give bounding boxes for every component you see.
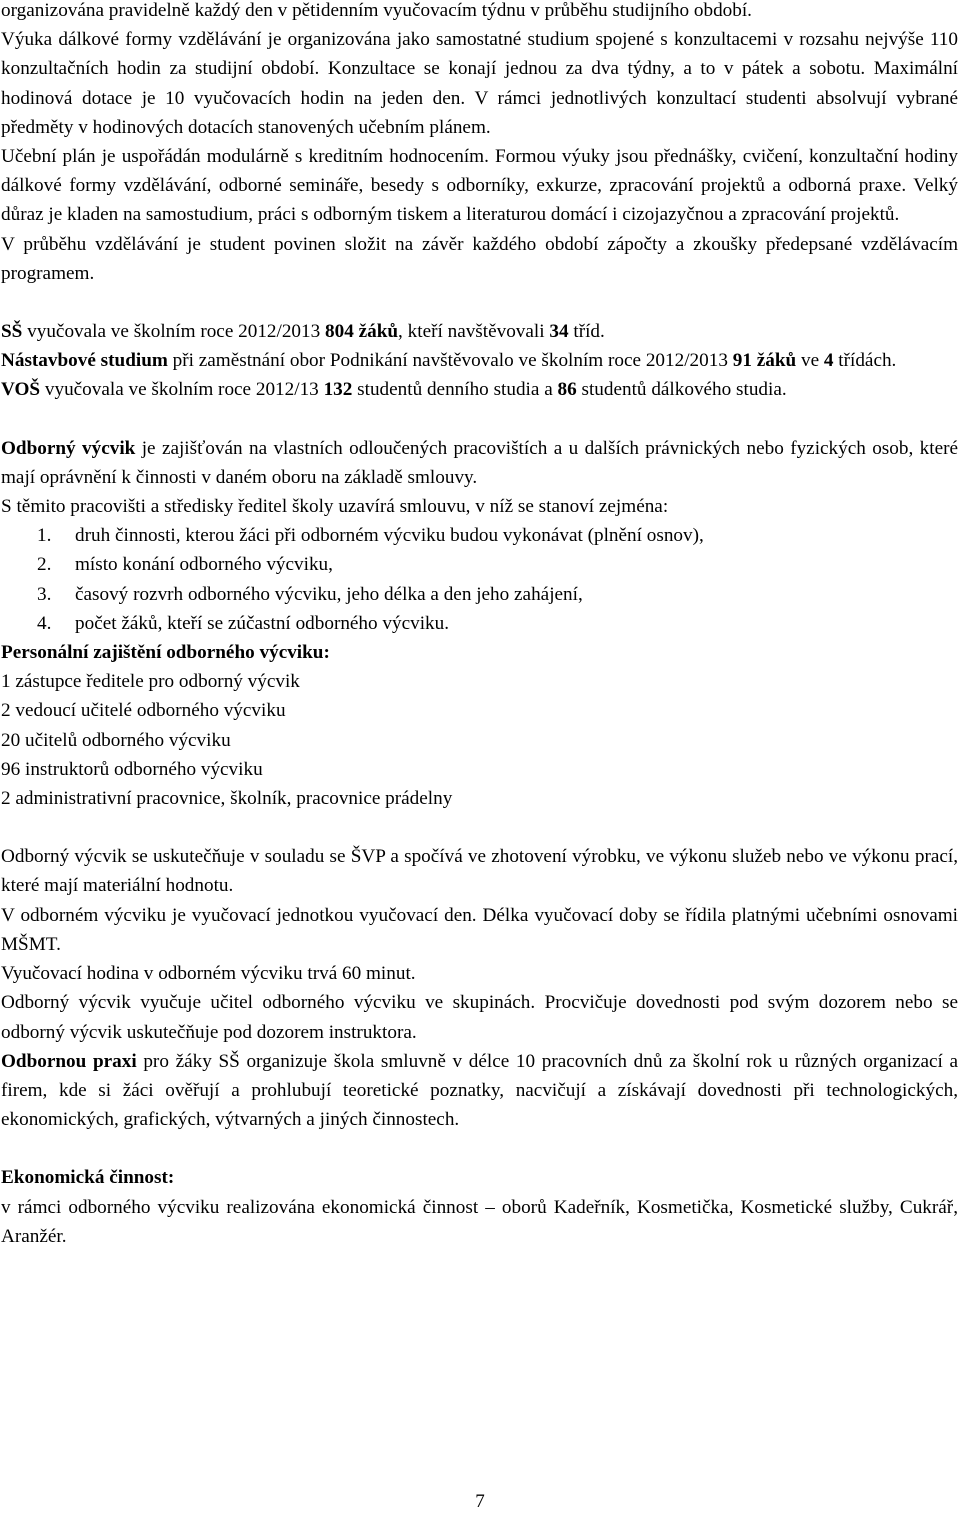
vos-text: studentů denního studia a xyxy=(352,379,558,401)
staff-list xyxy=(1,667,958,813)
ns-text: při zaměstnání obor Podnikání navštěvovalo ve školním roce 2012/2013 xyxy=(167,350,733,372)
staff-line: 2 vedoucí učitelé odborného výcviku xyxy=(1,700,286,722)
practice-paragraph-1: Odborný výcvik se uskutečňuje v souladu se ŠVP a spočívá ve zhotovení výrobku, ve výkonu služeb nebo ve výkonu prací, které mají materiální hodnotu. xyxy=(1,846,958,897)
list-item-number: 3. xyxy=(37,583,52,605)
list-item-text: místo konání odborného výcviku, xyxy=(75,554,333,576)
staff-line: 2 administrativní pracovnice, školník, pracovnice prádelny xyxy=(1,788,453,810)
list-item-number: 4. xyxy=(37,612,52,634)
practice-lead-text: pro žáky SŠ organizuje škola smluvně v délce 10 pracovních dnů za školní rok u různých organizací a firem, kde si žáci ověřují a prohlubují teoretické poznatky, nacvičují a získávají dovednosti při technologických, ekonomických, grafických, výtvarných a jiných činnostech. xyxy=(1,1050,958,1131)
page-number: 7 xyxy=(475,1491,485,1512)
ns-pupils: 91 žáků xyxy=(732,350,797,372)
list-item xyxy=(1,609,958,638)
practice-paragraph-5 xyxy=(1,1047,958,1135)
economic-heading: Ekonomická činnost: xyxy=(1,1167,175,1189)
practice-paragraph-2: V odborném výcviku je vyučovací jednotkou vyučovací den. Délka vyučovací doby se řídila platnými učebními osnovami MŠMT. xyxy=(1,904,958,955)
spacer xyxy=(1,1134,958,1163)
intro-paragraph-4: V průběhu vzdělávání je student povinen složit na závěr každého období zápočty a zkoušky předepsané vzdělávacím programem. xyxy=(1,233,958,284)
list-item-number: 1. xyxy=(37,525,52,547)
practice-paragraph-3: Vyučovací hodina v odborném výcviku trvá 60 minut. xyxy=(1,963,416,985)
contract-items-list xyxy=(1,521,958,638)
intro-paragraph-1: organizována pravidelně každý den v pětidenním vyučovacím týdnu v průběhu studijního období. xyxy=(1,0,752,21)
intro-paragraph-3: Učební plán je uspořádán modulárně s kreditním hodnocením. Formou výuky jsou přednášky, cvičení, konzultační hodiny dálkové formy vzdělávání, odborné semináře, besedy s odborníky, exkurze, zpracování projektů a odborná praxe. Velký důraz je kladen na samostudium, práci s odborným tiskem a literaturou domácí i cizojazyčnou a zpracování projektů. xyxy=(1,146,958,226)
spacer xyxy=(1,405,958,434)
list-item xyxy=(1,580,958,609)
practice-paragraph-4: Odborný výcvik vyučuje učitel odborného výcviku ve skupinách. Procvičuje dovednosti pod svým dozorem nebo se odborný výcvik uskutečňuje pod dozorem instruktora. xyxy=(1,992,958,1043)
ns-classes: 4 xyxy=(823,350,834,372)
training-paragraph xyxy=(1,434,958,492)
list-item xyxy=(1,550,958,579)
ns-text: ve xyxy=(796,350,824,372)
intro-paragraph-2: Výuka dálkové formy vzdělávání je organizována jako samostatné studium spojené s konzultacemi v rozsahu nejvýše 110 konzultačních hodin za studijní období. Konzultace se konají jednou za dva týdny, a to v pátek a sobotu. Maximální hodinová dotace je 10 vyučovacích hodin na jeden den. V rámci jednotlivých konzultací studenti absolvují vybrané předměty v hodinových dotacích stanovených učebním plánem. xyxy=(1,29,958,138)
training-lead-text: je zajišťován na vlastních odloučených pracovištích a u dalších právnických nebo fyzických osob, které mají oprávnění k činnosti v daném oboru na základě smlouvy. xyxy=(1,437,958,488)
ss-text: , kteří navštěvovali xyxy=(398,321,550,343)
vos-distance: 86 xyxy=(557,379,577,401)
ss-text: vyučovala ve školním roce 2012/2013 xyxy=(22,321,326,343)
economic-text: v rámci odborného výcviku realizována ekonomická činnost – oborů Kadeřník, Kosmetička, Kosmetické služby, Cukrář, Aranžér. xyxy=(1,1196,958,1247)
stats-nastavbove xyxy=(1,346,958,375)
ss-text: tříd. xyxy=(568,321,605,343)
list-item-text: časový rozvrh odborného výcviku, jeho délka a den jeho zahájení, xyxy=(75,583,583,605)
vos-label: VOŠ xyxy=(1,379,41,401)
contract-intro: S těmito pracovišti a středisky ředitel školy uzavírá smlouvu, v níž se stanoví zejména: xyxy=(1,496,669,518)
spacer xyxy=(1,288,958,317)
vos-text: studentů dálkového studia. xyxy=(576,379,787,401)
list-item-text: druh činnosti, kterou žáci při odborném výcviku budou vykonávat (plnění osnov), xyxy=(75,525,704,547)
stats-vos xyxy=(1,375,958,404)
ss-label: SŠ xyxy=(1,321,23,343)
document-page xyxy=(1,0,958,1251)
staff-line: 96 instruktorů odborného výcviku xyxy=(1,758,263,780)
training-lead: Odborný výcvik xyxy=(1,437,136,459)
ns-label: Nástavbové studium xyxy=(1,350,168,372)
ss-pupils: 804 žáků xyxy=(325,321,399,343)
staff-line: 1 zástupce ředitele pro odborný výcvik xyxy=(1,671,300,693)
vos-daily: 132 xyxy=(323,379,353,401)
list-item-text: počet žáků, kteří se zúčastní odborného výcviku. xyxy=(75,612,450,634)
list-item xyxy=(1,521,958,550)
practice-lead: Odbornou praxi xyxy=(1,1050,137,1072)
ss-classes: 34 xyxy=(549,321,569,343)
spacer xyxy=(1,813,958,842)
stats-ss xyxy=(1,317,958,346)
staff-line: 20 učitelů odborného výcviku xyxy=(1,729,231,751)
vos-text: vyučovala ve školním roce 2012/13 xyxy=(40,379,324,401)
ns-text: třídách. xyxy=(833,350,897,372)
list-item-number: 2. xyxy=(37,554,52,576)
staff-heading: Personální zajištění odborného výcviku: xyxy=(1,642,330,664)
